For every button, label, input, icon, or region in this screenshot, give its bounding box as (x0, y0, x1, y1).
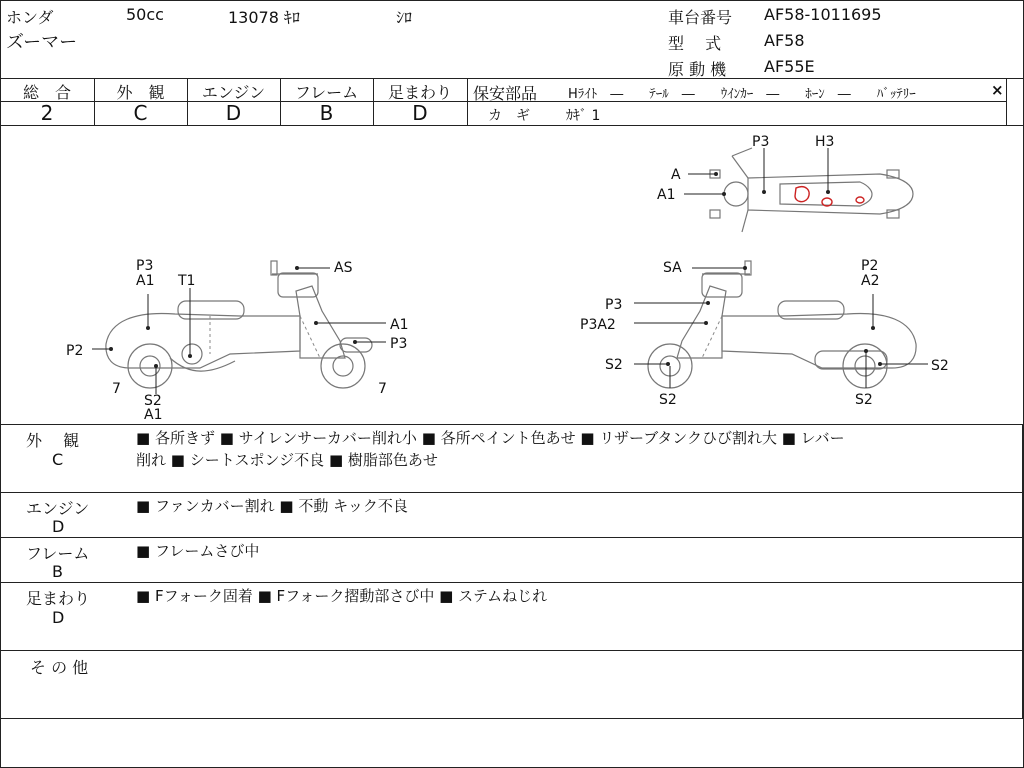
frame-no-label: 車台番号 (668, 8, 733, 27)
key-label: カ ギ (488, 108, 530, 124)
right-label-p3a2: P3A2 (580, 317, 616, 333)
grade-exterior-label: 外 観 (116, 83, 165, 102)
type-value: AF58 (764, 31, 805, 50)
key-value: ｶｷﾞ 1 (566, 108, 601, 124)
scooter-right-side-view (580, 258, 949, 408)
safety-right-border (1006, 78, 1007, 125)
grade-exterior-value: C (133, 101, 148, 125)
model-name: ズーマー (6, 32, 78, 53)
grade-overall-value: 2 (40, 101, 54, 125)
section-frame-line-1: ■ フレームさび中 (136, 542, 260, 560)
engine-label: 原 動 機 (668, 60, 727, 79)
section-exterior-grade: C (52, 450, 64, 469)
notes-line-3 (0, 582, 1024, 583)
notes-top-line (0, 424, 1024, 425)
left-label-p3: P3 (136, 258, 154, 274)
section-suspension-grade: D (52, 608, 65, 627)
top-label-a: A (671, 167, 681, 183)
section-suspension-title: 足まわり (26, 589, 91, 608)
section-frame-title: フレーム (26, 544, 90, 563)
section-engine-grade: D (52, 517, 65, 536)
grade-divider-5 (467, 78, 468, 125)
engine-value: AF55E (764, 57, 815, 76)
frame-no: AF58-1011695 (764, 5, 882, 24)
grade-engine-label: エンジン (201, 83, 266, 102)
mileage: 13078 ｷﾛ (228, 8, 300, 27)
left-label-p3-right: P3 (390, 336, 408, 352)
left-label-a1-bottom: A1 (144, 407, 163, 423)
grade-suspension-label: 足まわり (387, 83, 452, 102)
safety-title: 保安部品 (473, 84, 538, 103)
section-engine-title: エンジン (26, 499, 90, 518)
right-label-s2-bottom-left: S2 (659, 392, 677, 408)
left-label-p2: P2 (66, 343, 84, 359)
left-label-a1: A1 (136, 273, 155, 289)
grade-top-line (0, 78, 1024, 79)
top-label-p3: P3 (752, 134, 770, 150)
notes-line-2 (0, 537, 1024, 538)
notes-line-1 (0, 492, 1024, 493)
notes-line-5 (0, 718, 1024, 719)
section-engine-line-1: ■ ファンカバー割れ ■ 不動 キック不良 (136, 497, 408, 515)
left-label-s2: S2 (144, 393, 162, 409)
left-label-7a: 7 (112, 381, 121, 397)
section-other-title: そ の 他 (30, 658, 89, 677)
grade-frame-label: フレーム (294, 83, 359, 102)
scooter-top-view (657, 134, 913, 232)
left-label-as: AS (334, 260, 353, 276)
grade-engine-value: D (225, 101, 242, 125)
right-label-a2: A2 (861, 273, 880, 289)
damage-diagram (0, 126, 1024, 424)
left-label-a1-right: A1 (390, 317, 409, 333)
top-label-a1: A1 (657, 187, 676, 203)
section-exterior-line-1: ■ 各所きず ■ サイレンサーカバー削れ小 ■ 各所ペイント色あせ ■ リザーブタンクひび割れ大 ■ レバー (136, 429, 845, 447)
section-exterior-line-2: 削れ ■ シートスポンジ不良 ■ 樹脂部色あせ (136, 451, 438, 469)
section-exterior-title: 外 観 (26, 431, 80, 450)
color: ｼﾛ (396, 8, 413, 27)
right-label-s2-bottom-right: S2 (855, 392, 873, 408)
grade-suspension-value: D (412, 101, 428, 125)
left-label-t1: T1 (178, 273, 196, 289)
right-label-sa: SA (663, 260, 682, 276)
grade-frame-value: B (319, 101, 334, 125)
right-label-s2-left: S2 (605, 357, 623, 373)
right-label-p3: P3 (605, 297, 623, 313)
maker: ホンダ (6, 8, 54, 27)
notes-line-4 (0, 650, 1024, 651)
type-label: 型 式 (668, 34, 722, 53)
left-label-7b: 7 (378, 381, 387, 397)
notes-right-border (1022, 424, 1023, 718)
scooter-left-side-view (66, 258, 408, 423)
safety-items: Hﾗｲﾄ ― ﾃｰﾙ ― ｳｲﾝｶｰ ― ﾎｰﾝ ― ﾊﾞｯﾃﾘｰ (568, 87, 916, 102)
displacement: 50cc (126, 5, 164, 24)
section-frame-grade: B (52, 562, 63, 581)
grade-overall-label: 総 合 (22, 83, 71, 102)
battery-mark: × (991, 81, 1004, 99)
right-label-p2: P2 (861, 258, 879, 274)
top-label-h3: H3 (815, 134, 835, 150)
right-label-s2-right: S2 (931, 358, 949, 374)
section-suspension-line-1: ■ Fフォーク固着 ■ Fフォーク摺動部さび中 ■ ステムねじれ (136, 587, 548, 605)
